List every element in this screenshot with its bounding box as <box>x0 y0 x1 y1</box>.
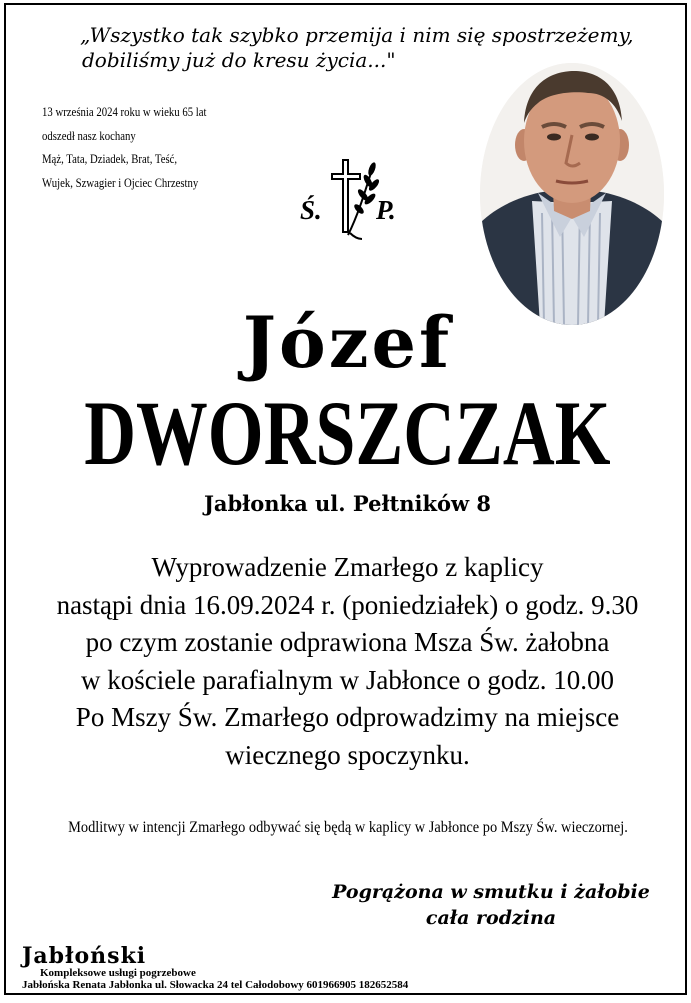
family-line-2: cała rodzina <box>425 907 557 929</box>
prayer-text: Modlitwy w intencji Zmarłego odbywać się będą w kaplicy w Jabłonce po Mszy Św. wieczornej. <box>67 819 628 836</box>
deceased-address: Jabłonka ul. Pełtników 8 <box>203 491 492 516</box>
funeral-line: wiecznego spoczynku. <box>225 739 470 770</box>
notice-line-1: 13 września 2024 roku w wieku 65 lat <box>42 105 207 119</box>
funeral-home-contact: Jabłońska Renata Jabłonka ul. Słowacka 24 tel Całodobowy 601966905 182652584 <box>22 979 409 991</box>
deceased-first-name: Józef <box>242 301 453 384</box>
funeral-line: po czym zostanie odprawiona Msza Św. żałobna <box>85 627 610 658</box>
funeral-home-services: Kompleksowe usługi pogrzebowe <box>40 967 196 979</box>
family-signature <box>306 879 676 931</box>
notice-line-2: odszedł nasz kochany <box>42 128 136 143</box>
deceased-last-name <box>6 383 687 483</box>
sp-letter-p: P. <box>376 195 396 225</box>
notice-line-3: Mąż, Tata, Dziadek, Brat, Teść, <box>42 152 178 166</box>
deceased-last-name-text: DWORSZCZAK <box>84 382 611 484</box>
family-line-1: Pogrążona w smutku i żałobie <box>332 881 650 903</box>
funeral-line: nastąpi dnia 16.09.2024 r. (poniedziałek) o godz. 9.30 <box>56 589 639 620</box>
funeral-line: Po Mszy Św. Zmarłego odprowadzimy na miejsce <box>75 702 620 733</box>
portrait-illustration <box>480 63 664 325</box>
sp-letter-s: Ś. <box>300 195 322 225</box>
quote-line-1: „Wszystko tak szybko przemija i nim się spostrzeżemy, <box>80 23 634 47</box>
prayer-notice <box>6 817 687 839</box>
funeral-home-brand: Jabłoński <box>22 943 147 969</box>
obituary-notice <box>4 3 687 995</box>
funeral-home-footer <box>22 945 542 992</box>
quote-line-2: dobiliśmy już do kresu życia..." <box>82 48 396 72</box>
death-notice <box>42 101 205 195</box>
funeral-line: w kościele parafialnym w Jabłonce o godz. 10.00 <box>80 664 615 695</box>
funeral-line: Wyprowadzenie Zmarłego z kaplicy <box>151 552 544 582</box>
sp-symbol <box>300 155 410 245</box>
funeral-details <box>6 549 687 775</box>
deceased-portrait <box>480 63 664 325</box>
notice-line-4: Wujek, Szwagier i Ojciec Chrzestny <box>42 175 199 190</box>
